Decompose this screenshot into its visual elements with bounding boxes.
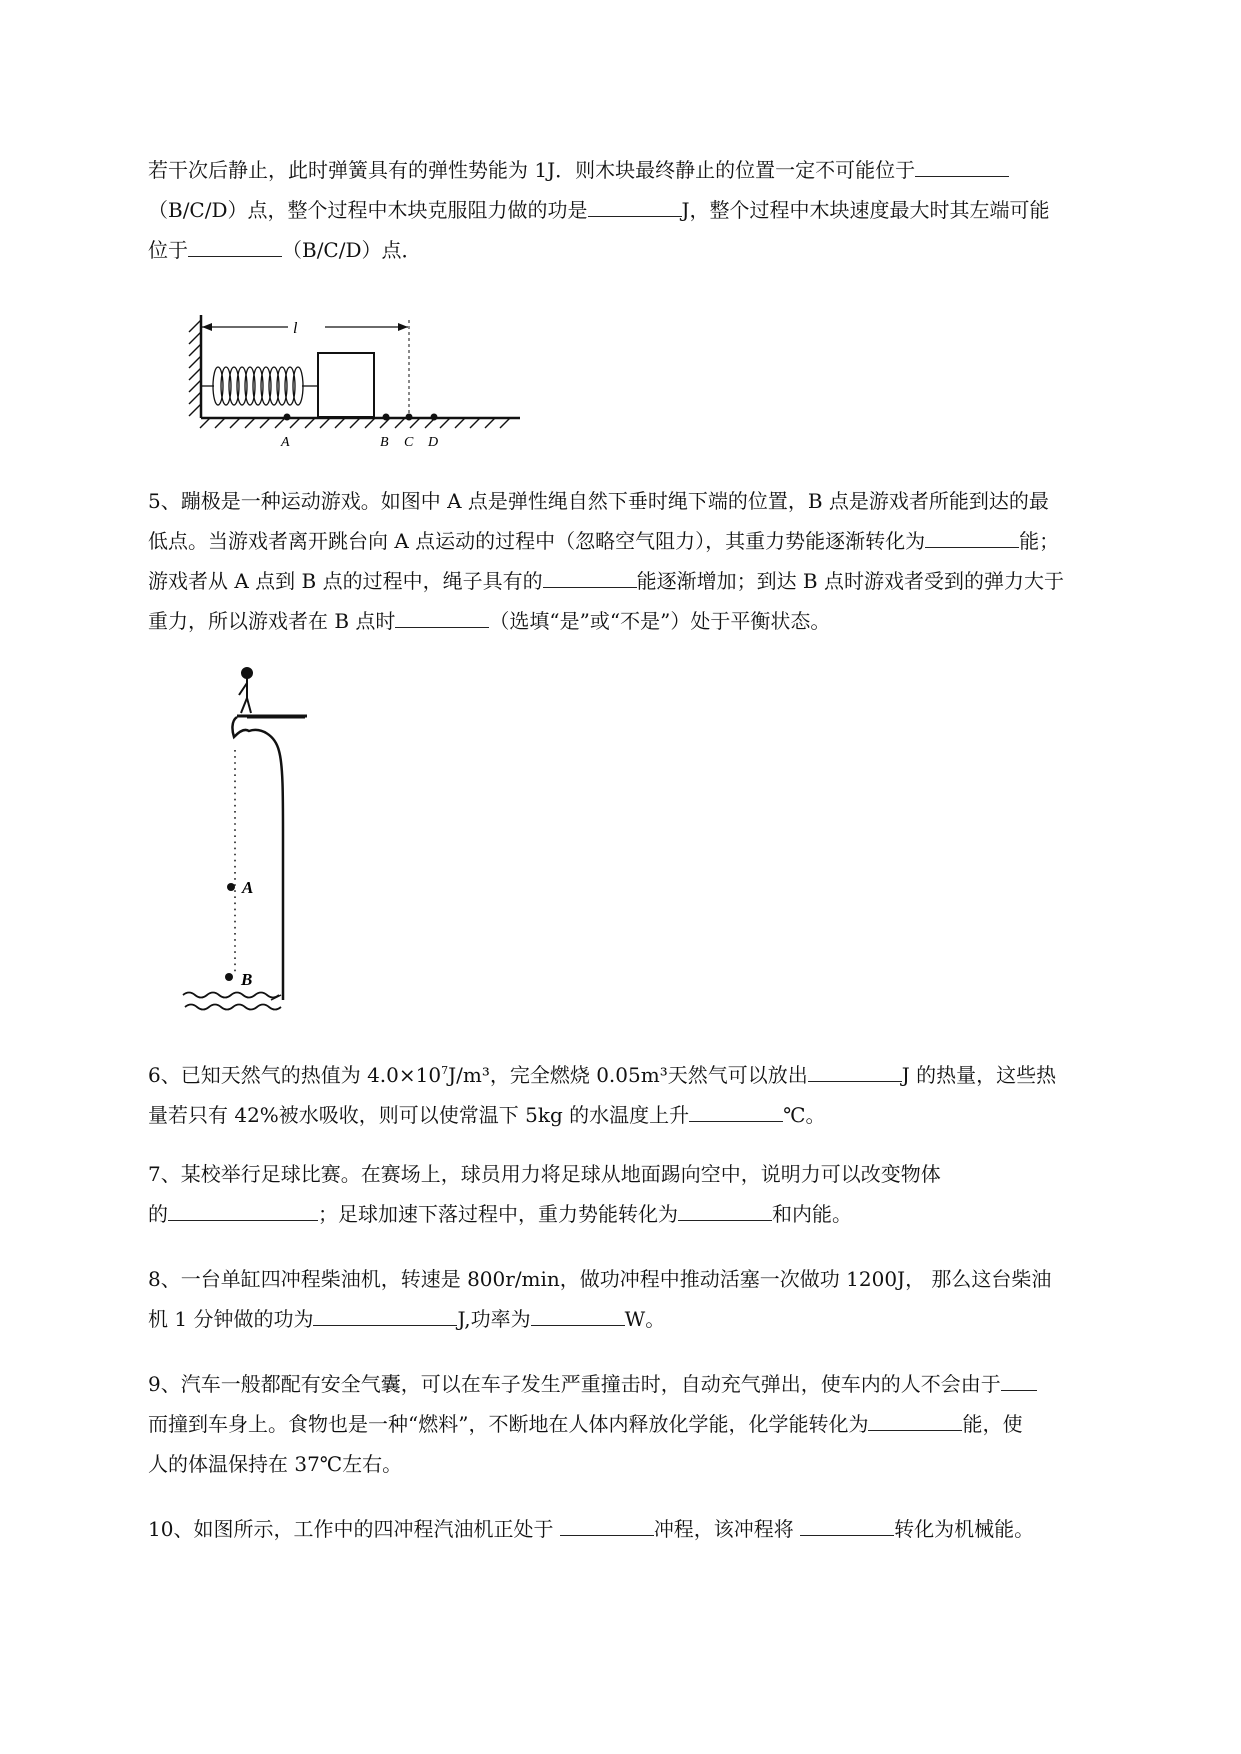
q7-text: 的	[148, 1202, 168, 1226]
q7-text: 和内能。	[772, 1202, 852, 1226]
q4-text: 位于	[148, 238, 188, 262]
q4-text: （B/C/D）点，整个过程中木块克服阻力做的功是	[148, 198, 588, 222]
q9-blank-1[interactable]	[1001, 1370, 1037, 1391]
length-label: l	[293, 320, 298, 337]
point-b-bungee	[225, 973, 233, 981]
q7-line-2	[148, 1200, 852, 1228]
q7-text: 7、某校举行足球比赛。在赛场上，球员用力将足球从地面踢向空中，说明力可以改变物体	[148, 1162, 941, 1186]
q10-text: 10、如图所示，工作中的四冲程汽油机正处于	[148, 1517, 554, 1541]
q10-line-1	[148, 1515, 1034, 1543]
q9-text: 人的体温保持在 37℃左右。	[148, 1452, 403, 1476]
q6-text: ℃。	[783, 1103, 826, 1127]
q5-line-4	[148, 607, 830, 635]
q4-line-1	[148, 156, 1009, 184]
q6-text: J/m³，完全燃烧 0.05m³天然气可以放出	[448, 1063, 808, 1087]
q5-blank-1[interactable]	[925, 527, 1019, 548]
q9-text: 9、汽车一般都配有安全气囊，可以在车子发生严重撞击时，自动充气弹出，使车内的人不会由于	[148, 1372, 1001, 1396]
q6-text: 6、已知天然气的热值为 4.0×10	[148, 1063, 442, 1087]
q5-text: 能逐渐增加；到达 B 点时游戏者受到的弹力大于	[636, 569, 1064, 593]
q6-line-1	[148, 1061, 1056, 1089]
q4-line-3	[148, 236, 422, 264]
q5-text: 重力，所以游戏者在 B 点时	[148, 609, 396, 633]
jumper	[239, 668, 252, 713]
label-d: D	[428, 435, 439, 450]
q8-blank-1[interactable]	[313, 1305, 457, 1326]
q7-text: ；足球加速下落过程中，重力势能转化为	[318, 1202, 678, 1226]
q4-line-2	[148, 196, 1050, 224]
q5-text: 游戏者从 A 点到 B 点的过程中，绳子具有的	[148, 569, 543, 593]
wall-hatching	[189, 320, 201, 416]
q5-blank-2[interactable]	[543, 567, 637, 588]
q4-text: 若干次后静止，此时弹簧具有的弹性势能为 1J．则木块最终静止的位置一定不可能位于	[148, 158, 916, 182]
q6-line-2	[148, 1101, 826, 1129]
q5-text: 低点。当游戏者离开跳台向 A 点运动的过程中（忽略空气阻力），其重力势能逐渐转化为	[148, 529, 926, 553]
q9-line-3	[148, 1450, 402, 1478]
q9-text: 能，使	[962, 1412, 1023, 1436]
spring	[201, 367, 318, 405]
floor-hatching	[200, 418, 510, 428]
q6-text: 量若只有 42%被水吸收，则可以使常温下 5kg 的水温度上升	[148, 1103, 690, 1127]
q5-line-1	[148, 487, 1049, 515]
bungee-figure	[175, 665, 325, 1015]
point-a	[284, 414, 291, 421]
q4-text: J，整个过程中木块速度最大时其左端可能	[681, 198, 1050, 222]
q8-text: J,功率为	[457, 1307, 531, 1331]
q9-line-1	[148, 1370, 1037, 1398]
q6-blank-2[interactable]	[689, 1101, 783, 1122]
point-a-bungee	[227, 883, 235, 891]
q5-text: （选填“是”或“不是”）处于平衡状态。	[489, 609, 831, 633]
q10-text: 冲程，该冲程将	[653, 1517, 794, 1541]
label-a-bungee: A	[242, 878, 254, 897]
point-c	[406, 414, 413, 421]
q4-blank-2[interactable]	[588, 196, 682, 217]
water	[183, 993, 281, 1010]
spring-block-figure	[180, 300, 540, 450]
label-a: A	[281, 435, 290, 450]
q5-text: 能；	[1019, 529, 1060, 553]
q9-text: 而撞到车身上。食物也是一种“燃料”，不断地在人体内释放化学能，化学能转化为	[148, 1412, 869, 1436]
q4-text: （B/C/D）点．	[282, 238, 422, 262]
q6-text: J 的热量，这些热	[901, 1063, 1057, 1087]
point-d	[431, 414, 438, 421]
q10-blank-2[interactable]	[800, 1515, 894, 1536]
q10-text: 转化为机械能。	[894, 1517, 1035, 1541]
q4-blank-1[interactable]	[915, 156, 1009, 177]
q8-blank-2[interactable]	[531, 1305, 625, 1326]
cliff	[232, 717, 283, 1000]
q7-blank-2[interactable]	[678, 1200, 772, 1221]
q8-line-2	[148, 1305, 665, 1333]
q9-blank-2[interactable]	[868, 1410, 962, 1431]
q5-text: 5、蹦极是一种运动游戏。如图中 A 点是弹性绳自然下垂时绳下端的位置，B 点是游戏者所能到达的最	[148, 489, 1049, 513]
q8-line-1	[148, 1265, 1051, 1293]
label-c: C	[404, 435, 414, 450]
q4-blank-3[interactable]	[188, 236, 282, 257]
q8-text: 8、一台单缸四冲程柴油机，转速是 800r/min，做功冲程中推动活塞一次做功 1200J， 那么这台柴油	[148, 1267, 1052, 1291]
q5-line-3	[148, 567, 1064, 595]
q10-blank-1[interactable]	[560, 1515, 654, 1536]
q5-line-2	[148, 527, 1059, 555]
q5-blank-3[interactable]	[395, 607, 489, 628]
q9-line-2	[148, 1410, 1022, 1438]
point-b	[383, 414, 390, 421]
q8-text: 机 1 分钟做的功为	[148, 1307, 314, 1331]
q6-blank-1[interactable]	[808, 1061, 902, 1082]
q7-line-1	[148, 1160, 941, 1188]
q7-blank-1[interactable]	[168, 1200, 318, 1221]
wooden-block	[318, 353, 374, 417]
q8-text: W。	[624, 1307, 666, 1331]
label-b-bungee: B	[241, 970, 253, 989]
q6-superscript: 7	[441, 1064, 449, 1077]
label-b: B	[380, 435, 389, 450]
